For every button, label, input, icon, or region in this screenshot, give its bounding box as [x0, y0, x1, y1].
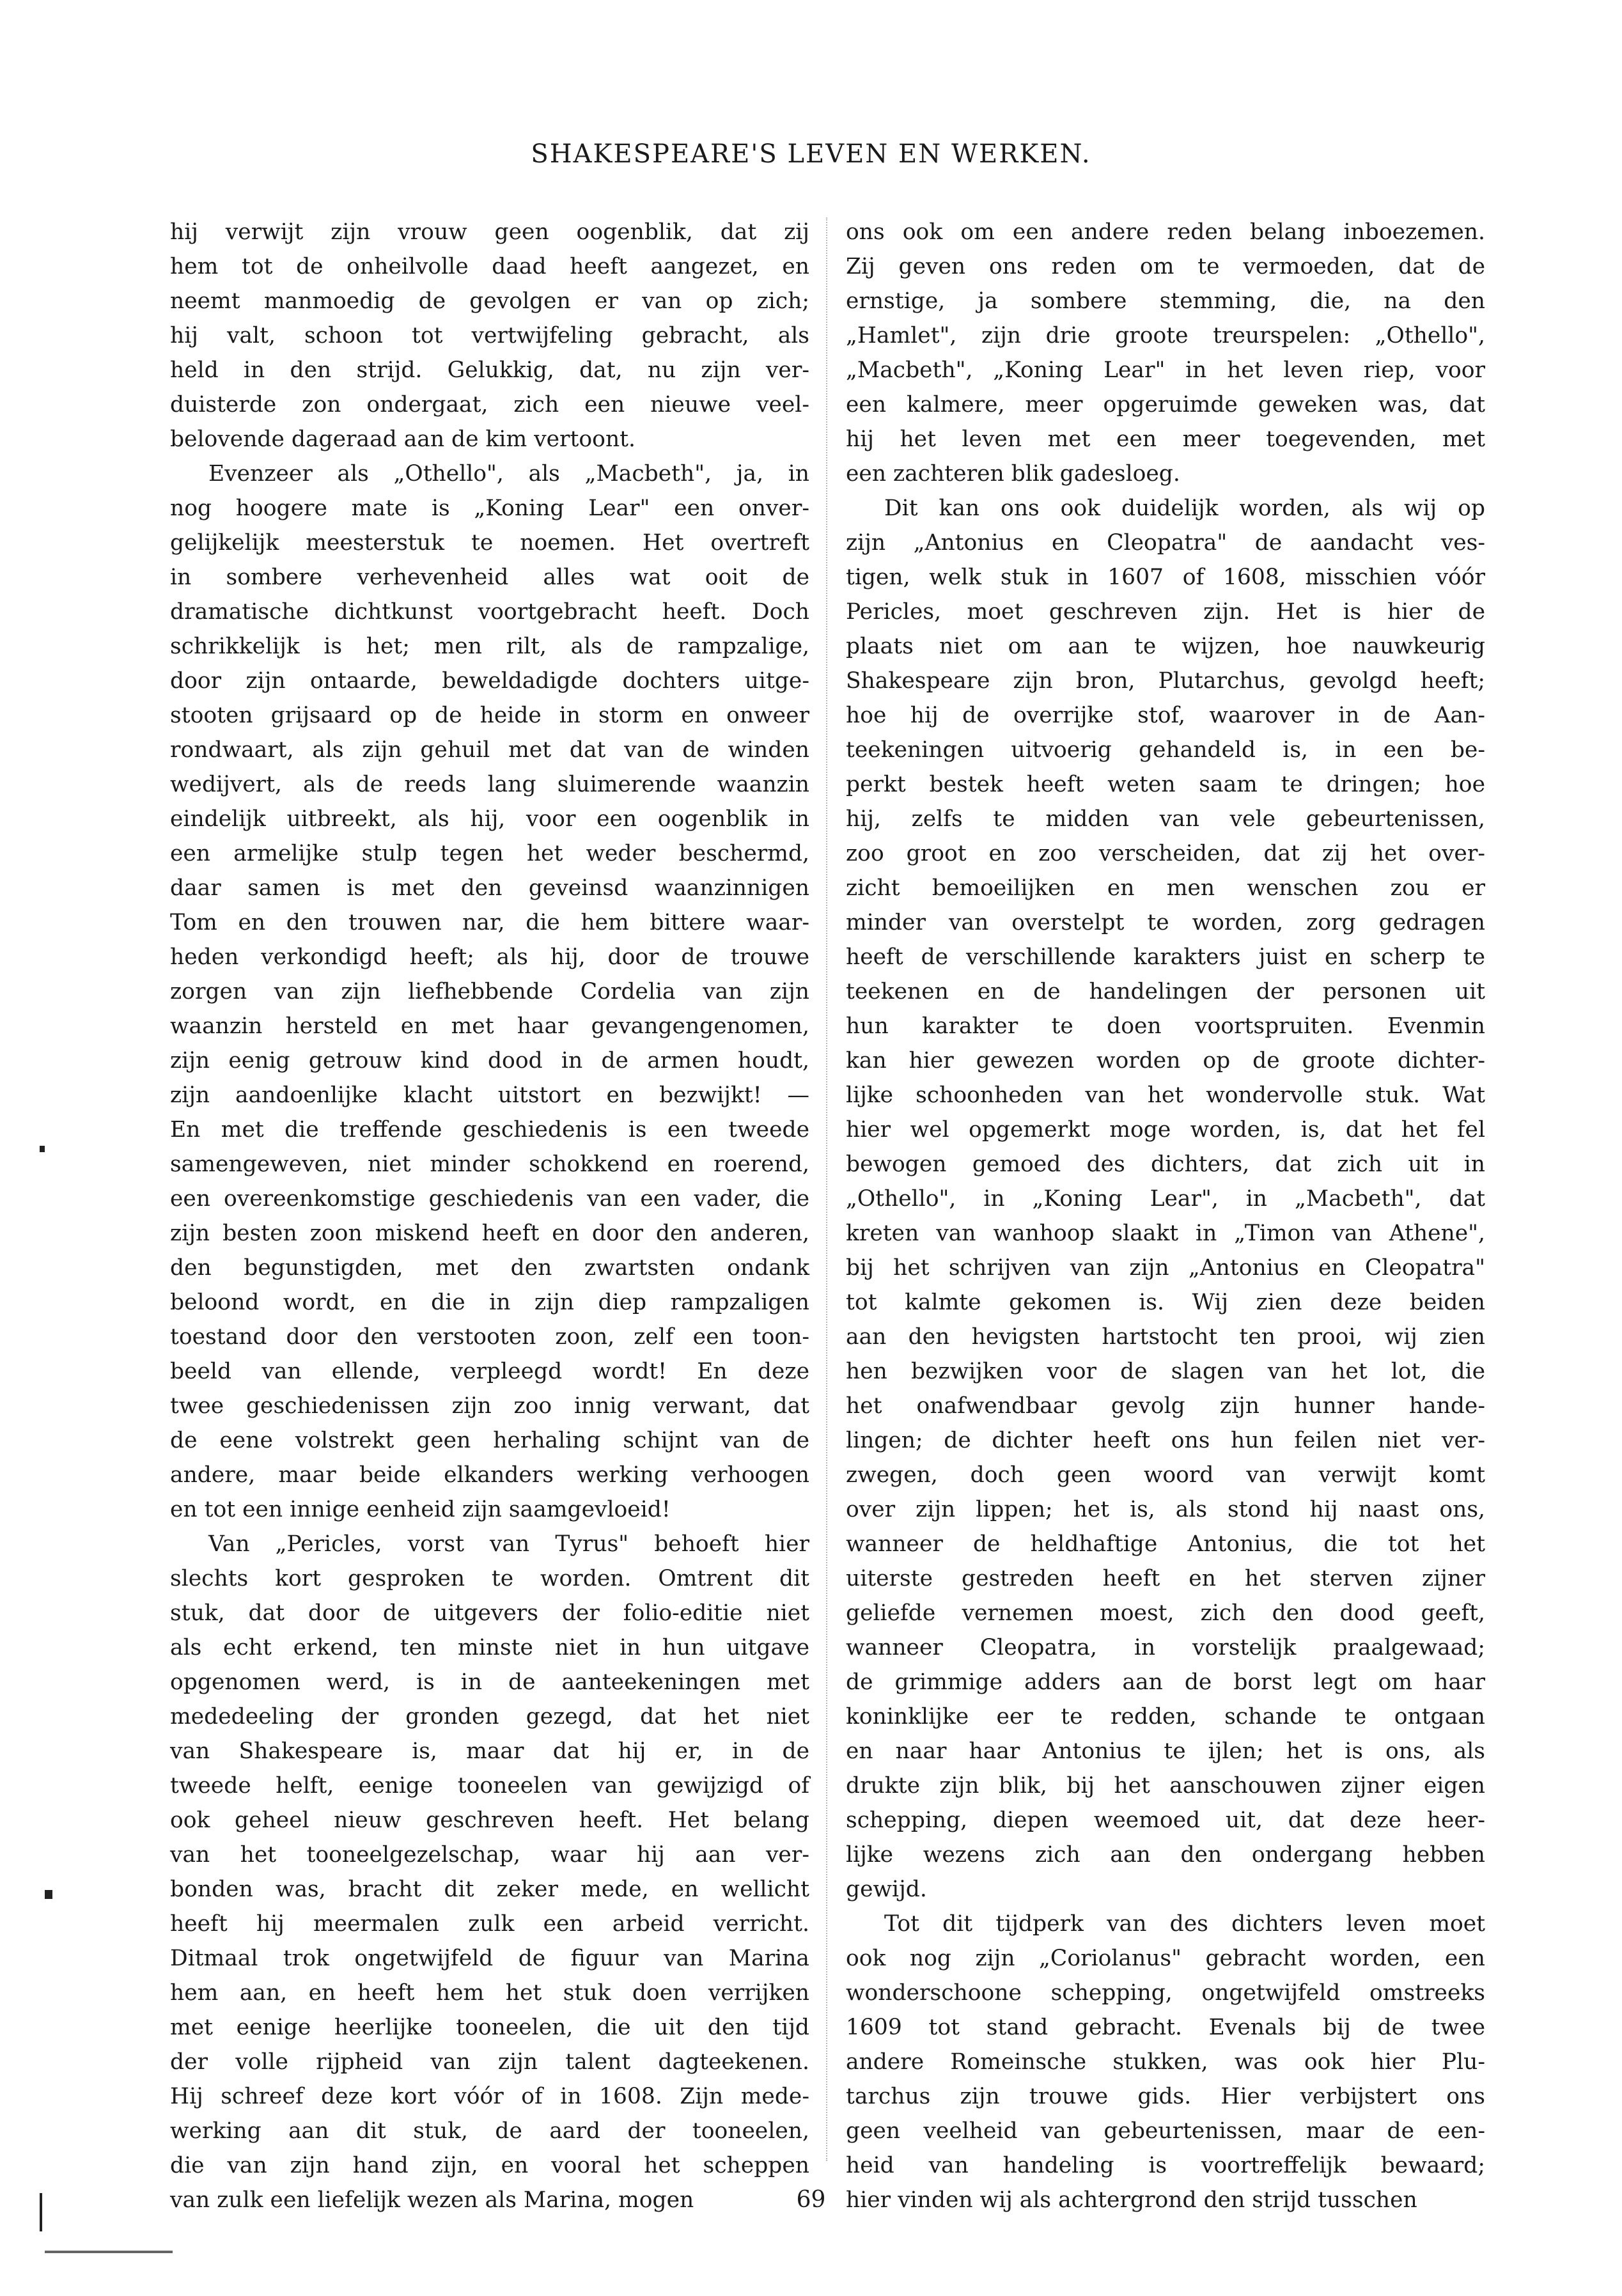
text-line: hoe hij de overrijke stof, waarover in de Aan- [846, 703, 1485, 728]
text-line: een kalmere, meer opgeruimde geweken was, dat [846, 392, 1485, 418]
text-line: den begunstigden, met den zwartsten ondank [170, 1255, 809, 1281]
text-line: toestand door den verstooten zoon, zelf een toon- [170, 1324, 809, 1350]
text-line: hen bezwijken voor de slagen van het lot, die [846, 1359, 1485, 1384]
text-line: van het tooneelgezelschap, waar hij aan ver- [170, 1842, 809, 1868]
text-line: het onafwendbaar gevolg zijn hunner hande- [846, 1393, 1485, 1419]
text-line: een armelijke stulp tegen het weder beschermd, [170, 841, 809, 866]
text-line: hier wel opgemerkt moge worden, is, dat het fel [846, 1117, 1485, 1143]
text-line: rondwaart, als zijn gehuil met dat van de winden [170, 737, 809, 763]
text-line: plaats niet om aan te wijzen, hoe nauwkeurig [846, 634, 1485, 659]
text-line: over zijn lippen; het is, als stond hij naast ons, [846, 1497, 1485, 1522]
text-line: schepping, diepen weemoed uit, dat deze heer- [846, 1808, 1485, 1833]
text-line: Ditmaal trok ongetwijfeld de figuur van Marina [170, 1946, 809, 1971]
text-line: wanneer de heldhaftige Antonius, die tot het [846, 1531, 1485, 1557]
text-line: de eene volstrekt geen herhaling schijnt van de [170, 1428, 809, 1453]
text-line: dramatische dichtkunst voortgebracht heeft. Doch [170, 599, 809, 625]
text-line: hij, zelfs te midden van vele gebeurtenissen, [846, 806, 1485, 832]
text-line: een zachteren blik gadesloeg. [846, 461, 1180, 487]
text-line: zijn besten zoon miskend heeft en door den anderen, [170, 1221, 809, 1246]
text-line: geliefde vernemen moest, zich den dood geeft, [846, 1600, 1485, 1626]
scan-artifact-mark [40, 2193, 42, 2231]
text-line: die van zijn hand zijn, en vooral het scheppen [170, 2153, 809, 2178]
text-line: wedijvert, als de reeds lang sluimerende waanzin [170, 772, 809, 797]
text-line: Tom en den trouwen nar, die hem bittere waar- [170, 910, 809, 935]
text-line: teekenen en de handelingen der personen uit [846, 979, 1485, 1004]
text-line: Zij geven ons reden om te vermoeden, dat de [846, 254, 1485, 279]
text-line: zwegen, doch geen woord van verwijt komt [846, 1462, 1485, 1488]
scan-artifact-mark [40, 1146, 45, 1152]
text-line: teekeningen uitvoerig gehandeld is, in een be- [846, 737, 1485, 763]
text-line: lijke wezens zich aan den ondergang hebben [846, 1842, 1485, 1868]
text-line: uiterste gestreden heeft en het sterven zijner [846, 1566, 1485, 1591]
text-line: geen veelheid van gebeurtenissen, maar de een- [846, 2118, 1485, 2144]
text-line: aan den hevigsten hartstocht ten prooi, wij zien [846, 1324, 1485, 1350]
text-line: werking aan dit stuk, de aard der tooneelen, [170, 2118, 809, 2144]
text-line: wonderschoone schepping, ongetwijfeld omstreeks [846, 1980, 1485, 2006]
text-line: in sombere verhevenheid alles wat ooit de [170, 565, 809, 590]
right-column [846, 215, 1485, 2217]
text-line: „Macbeth", „Koning Lear" in het leven riep, voor [846, 357, 1485, 383]
text-line: hier vinden wij als achtergrond den strijd tusschen [846, 2187, 1417, 2213]
text-line: tigen, welk stuk in 1607 of 1608, misschien vóór [846, 565, 1485, 590]
text-line: hem tot de onheilvolle daad heeft aangezet, en [170, 254, 809, 279]
text-line: lingen; de dichter heeft ons hun feilen niet ver- [846, 1428, 1485, 1453]
text-line: 1609 tot stand gebracht. Evenals bij de twee [846, 2015, 1485, 2040]
text-line: zicht bemoeilijken en men wenschen zou er [846, 875, 1485, 901]
text-line: kan hier gewezen worden op de groote dichter- [846, 1048, 1485, 1074]
text-line: hij valt, schoon tot vertwijfeling gebracht, als [170, 323, 809, 348]
running-header: SHAKESPEARE'S LEVEN EN WERKEN. [531, 139, 1091, 169]
text-line: zijn eenig getrouw kind dood in de armen houdt, [170, 1048, 809, 1074]
text-line: bewogen gemoed des dichters, dat zich uit in [846, 1152, 1485, 1177]
text-line: beeld van ellende, verpleegd wordt! En deze [170, 1359, 809, 1384]
text-line: koninklijke eer te redden, schande te ontgaan [846, 1704, 1485, 1730]
text-line: stuk, dat door de uitgevers der folio-editie niet [170, 1600, 809, 1626]
text-line: de grimmige adders aan de borst legt om haar [846, 1669, 1485, 1695]
text-line: „Hamlet", zijn drie groote treurspelen: „Othello", [846, 323, 1485, 348]
text-line: stooten grijsaard op de heide in storm en onweer [170, 703, 809, 728]
text-line: Tot dit tijdperk van des dichters leven moet [884, 1911, 1485, 1937]
text-line: tarchus zijn trouwe gids. Hier verbijstert ons [846, 2084, 1485, 2109]
text-line: neemt manmoedig de gevolgen er van op zich; [170, 288, 809, 314]
text-line: hij het leven met een meer toegevenden, met [846, 426, 1485, 452]
text-line: ons ook om een andere reden belang inboezemen. [846, 219, 1485, 245]
text-line: een overeenkomstige geschiedenis van een vader, die [170, 1186, 809, 1212]
text-line: samengeweven, niet minder schokkend en roerend, [170, 1152, 809, 1177]
text-line: Evenzeer als „Othello", als „Macbeth", ja, in [208, 461, 809, 487]
text-line: minder van overstelpt te worden, zorg gedragen [846, 910, 1485, 935]
text-line: Pericles, moet geschreven zijn. Het is hier de [846, 599, 1485, 625]
text-line: der volle rijpheid van zijn talent dagteekenen. [170, 2049, 809, 2075]
text-line: heeft de verschillende karakters juist en scherp te [846, 944, 1485, 970]
text-line: belovende dageraad aan de kim vertoont. [170, 426, 636, 452]
text-line: heden verkondigd heeft; als hij, door de trouwe [170, 944, 809, 970]
text-line: ook nog zijn „Coriolanus" gebracht worden, een [846, 1946, 1485, 1971]
scan-artifact-mark [45, 2251, 173, 2253]
text-line: hun karakter te doen voortspruiten. Evenmin [846, 1013, 1485, 1039]
text-line: heeft hij meermalen zulk een arbeid verricht. [170, 1911, 809, 1937]
text-line: opgenomen werd, is in de aanteekeningen met [170, 1669, 809, 1695]
text-line: met eenige heerlijke tooneelen, die uit den tijd [170, 2015, 809, 2040]
text-line: lijke schoonheden van het wondervolle stuk. Wat [846, 1082, 1485, 1108]
text-line: door zijn ontaarde, beweldadigde dochters uitge- [170, 668, 809, 694]
text-line: duisterde zon ondergaat, zich een nieuwe veel- [170, 392, 809, 418]
text-line: als echt erkend, ten minste niet in hun uitgave [170, 1635, 809, 1660]
text-line: hij verwijt zijn vrouw geen oogenblik, dat zij [170, 219, 809, 245]
text-line: En met die treffende geschiedenis is een tweede [170, 1117, 809, 1143]
scan-artifact-mark [45, 1890, 52, 1899]
text-line: mededeeling der gronden gezegd, dat het niet [170, 1704, 809, 1730]
text-line: beloond wordt, en die in zijn diep rampzaligen [170, 1290, 809, 1315]
text-line: „Othello", in „Koning Lear", in „Macbeth", dat [846, 1186, 1485, 1212]
text-line: van Shakespeare is, maar dat hij er, in de [170, 1738, 809, 1764]
text-line: en naar haar Antonius te ijlen; het is ons, als [846, 1738, 1485, 1764]
text-line: held in den strijd. Gelukkig, dat, nu zijn ver- [170, 357, 809, 383]
text-line: van zulk een liefelijk wezen als Marina, mogen [170, 2187, 694, 2213]
left-column [170, 215, 809, 2217]
text-line: ernstige, ja sombere stemming, die, na den [846, 288, 1485, 314]
text-line: Hij schreef deze kort vóór of in 1608. Zijn mede- [170, 2084, 809, 2109]
text-line: Van „Pericles, vorst van Tyrus" behoeft hier [208, 1531, 809, 1557]
text-line: zijn aandoenlijke klacht uitstort en bezwijkt! — [170, 1082, 809, 1108]
text-line: perkt bestek heeft weten saam te dringen; hoe [846, 772, 1485, 797]
text-line: twee geschiedenissen zijn zoo innig verwant, dat [170, 1393, 809, 1419]
text-line: Dit kan ons ook duidelijk worden, als wij op [884, 496, 1485, 521]
text-line: bonden was, bracht dit zeker mede, en wellicht [170, 1877, 809, 1902]
text-line: slechts kort gesproken te worden. Omtrent dit [170, 1566, 809, 1591]
text-line: zijn „Antonius en Cleopatra" de aandacht ves- [846, 530, 1485, 556]
page-number: 69 [796, 2187, 826, 2213]
text-line: en tot een innige eenheid zijn saamgevloeid! [170, 1497, 671, 1522]
text-line: tot kalmte gekomen is. Wij zien deze beiden [846, 1290, 1485, 1315]
text-line: ook geheel nieuw geschreven heeft. Het belang [170, 1808, 809, 1833]
text-line: daar samen is met den geveinsd waanzinnigen [170, 875, 809, 901]
text-line: hem aan, en heeft hem het stuk doen verrijken [170, 1980, 809, 2006]
text-line: nog hoogere mate is „Koning Lear" een onver- [170, 496, 809, 521]
text-line: andere Romeinsche stukken, was ook hier Plu- [846, 2049, 1485, 2075]
text-line: kreten van wanhoop slaakt in „Timon van Athene", [846, 1221, 1485, 1246]
text-line: eindelijk uitbreekt, als hij, voor een oogenblik in [170, 806, 809, 832]
text-line: Shakespeare zijn bron, Plutarchus, gevolgd heeft; [846, 668, 1485, 694]
text-line: wanneer Cleopatra, in vorstelijk praalgewaad; [846, 1635, 1485, 1660]
text-line: drukte zijn blik, bij het aanschouwen zijner eigen [846, 1773, 1485, 1799]
text-line: zorgen van zijn liefhebbende Cordelia van zijn [170, 979, 809, 1004]
column-divider [826, 217, 827, 2161]
text-line: heid van handeling is voortreffelijk bewaard; [846, 2153, 1485, 2178]
text-line: waanzin hersteld en met haar gevangengenomen, [170, 1013, 809, 1039]
text-line: gewijd. [846, 1877, 927, 1902]
text-line: bij het schrijven van zijn „Antonius en Cleopatra" [846, 1255, 1485, 1281]
text-line: gelijkelijk meesterstuk te noemen. Het overtreft [170, 530, 809, 556]
text-line: andere, maar beide elkanders werking verhoogen [170, 1462, 809, 1488]
text-line: tweede helft, eenige tooneelen van gewijzigd of [170, 1773, 809, 1799]
text-line: zoo groot en zoo verscheiden, dat zij het over- [846, 841, 1485, 866]
text-line: schrikkelijk is het; men rilt, als de rampzalige, [170, 634, 809, 659]
